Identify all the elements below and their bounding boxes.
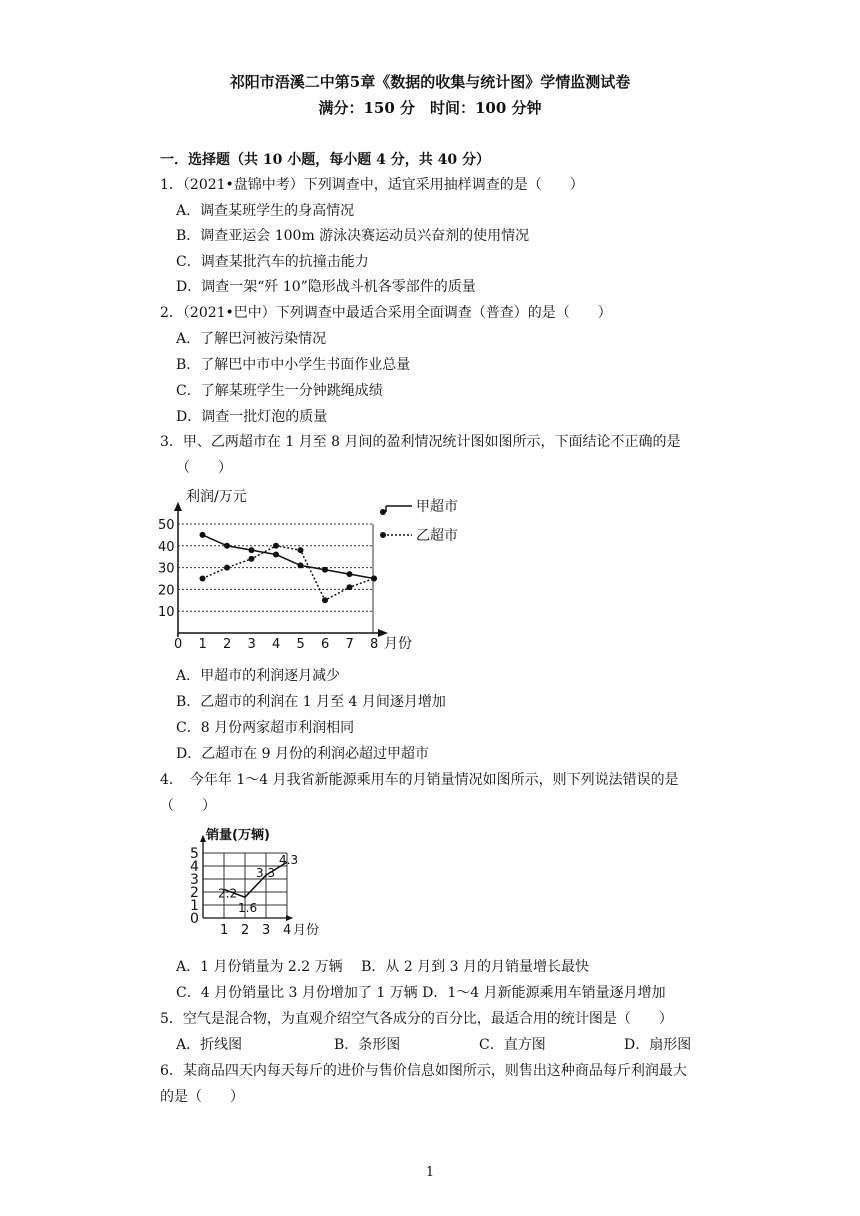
question-1-stem: 1．（2021•盘锦中考）下列调查中，适宜采用抽样调查的是（ ） xyxy=(160,177,584,193)
chart1-ylabel: 利润/万元 xyxy=(186,489,247,505)
chart1-y-tick-label: 40 xyxy=(158,539,175,555)
question-5-option-a: A．折线图 xyxy=(176,1037,243,1053)
question-5-stem: 5．空气是混合物，为直观介绍空气各成分的百分比，最适合用的统计图是（ ） xyxy=(160,1011,673,1027)
question-5-option-b: B．条形图 xyxy=(334,1037,401,1053)
page-subtitle: 满分：150 分 时间：100 分钟 xyxy=(318,99,542,117)
chart1-point-s2-m4 xyxy=(273,543,279,549)
section-heading: 一．选择题（共 10 小题，每小题 4 分，共 40 分） xyxy=(160,152,490,168)
question-2-stem: 2．（2021•巴中）下列调查中最适合采用全面调查（普查）的是（ ） xyxy=(160,305,612,321)
question-3-option-d: D．乙超市在 9 月份的利润必超过甲超市 xyxy=(176,746,430,762)
chart2-data-label: 2.2 xyxy=(218,886,238,901)
question-4-stem-cont: （ ） xyxy=(160,798,216,814)
chart1-y-tick-label: 50 xyxy=(158,518,175,533)
question-3-stem: 3．甲、乙两超市在 1 月至 8 月间的盈利情况统计图如图所示，下面结论不正确的是 xyxy=(160,434,681,450)
question-3-option-c: C．8 月份两家超市利润相同 xyxy=(176,720,355,736)
chart1-x-tick-label: 6 xyxy=(321,637,330,652)
profit-line-chart xyxy=(150,480,490,658)
chart1-x-tick-label: 8 xyxy=(370,637,379,652)
chart2-data-label: 4.3 xyxy=(279,853,299,868)
sales-line-chart xyxy=(182,822,342,942)
chart1-point-s1-m2 xyxy=(224,543,230,549)
chart1-y-tick-label: 20 xyxy=(158,583,175,599)
chart2-y-tick-label: 0 xyxy=(190,911,199,927)
chart2-x-arrow xyxy=(286,915,293,921)
question-2-option-b: B．了解巴中市中小学生书面作业总量 xyxy=(176,357,411,373)
question-3-option-a: A．甲超市的利润逐月减少 xyxy=(176,668,341,684)
chart1-y-arrow xyxy=(174,502,182,511)
question-5-option-d: D．扇形图 xyxy=(624,1037,692,1053)
question-2-option-a: A．了解巴河被污染情况 xyxy=(176,331,327,347)
question-2-option-c: C．了解某班学生一分钟跳绳成绩 xyxy=(176,383,383,399)
chart2-data-label: 3.3 xyxy=(256,866,276,881)
question-4-option-row-2: C．4 月份销量比 3 月份增加了 1 万辆 D．1～4 月新能源乘用车销量逐月增加 xyxy=(176,985,666,1001)
page-title: 祁阳市浯溪二中第5章《数据的收集与统计图》学情监测试卷 xyxy=(229,73,631,91)
chart1-point-s1-m5 xyxy=(298,562,304,568)
question-2-option-d: D．调查一批灯泡的质量 xyxy=(176,409,328,425)
chart1-point-s2-m5 xyxy=(298,547,304,553)
chart1-x-tick-label: 0 xyxy=(174,637,183,652)
chart2-x-tick-label: 4 xyxy=(283,923,292,938)
chart2-x-tick-label: 2 xyxy=(241,923,250,938)
chart1-x-tick-label: 7 xyxy=(345,637,354,652)
chart2-y-tick-label: 3 xyxy=(190,872,199,888)
chart2-xlabel: 月份 xyxy=(293,923,320,938)
page-number: 1 xyxy=(425,1165,435,1180)
chart1-point-s1-m7 xyxy=(347,571,353,577)
question-1-option-d: D．调查一架“歼 10”隐形战斗机各零部件的质量 xyxy=(176,279,476,295)
question-6-stem-cont: 的是（ ） xyxy=(160,1089,244,1105)
chart2-data-label: 1.6 xyxy=(238,901,258,916)
chart1-point-s1-m1 xyxy=(200,532,206,538)
chart1-x-tick-label: 1 xyxy=(198,637,207,652)
chart1-point-s1-m4 xyxy=(273,552,279,558)
chart1-x-tick-label: 2 xyxy=(223,637,232,652)
chart1-point-s2-m6 xyxy=(322,597,328,603)
question-1-option-b: B．调查亚运会 100m 游泳决赛运动员兴奋剂的使用情况 xyxy=(176,228,530,244)
question-3-option-b: B．乙超市的利润在 1 月至 4 月间逐月增加 xyxy=(176,694,446,710)
chart2-y-tick-label: 1 xyxy=(190,898,199,914)
chart2-y-tick-label: 2 xyxy=(190,885,199,901)
question-1-option-c: C．调查某批汽车的抗撞击能力 xyxy=(176,254,369,270)
chart2-y-tick-label: 5 xyxy=(190,846,199,862)
chart1-point-s2-m1 xyxy=(200,576,206,582)
legend-yi-marker xyxy=(380,532,386,538)
chart1-y-tick-label: 10 xyxy=(158,605,175,621)
chart2-x-tick-label: 3 xyxy=(262,923,271,938)
question-4-option-row-1: A．1 月份销量为 2.2 万辆 B．从 2 月到 3 月的月销量增长最快 xyxy=(176,959,589,975)
chart2-y-tick-label: 4 xyxy=(190,859,199,875)
question-4-stem: 4． 今年年 1～4 月我省新能源乘用车的月销量情况如图所示，则下列说法错误的是 xyxy=(160,772,679,788)
chart1-xlabel: 月份 xyxy=(384,636,412,652)
chart1-point-s2-m3 xyxy=(249,556,255,562)
chart1-y-tick-label: 30 xyxy=(158,561,175,577)
chart2-ylabel: 销量(万辆) xyxy=(206,828,270,843)
chart1-point-s2-m2 xyxy=(224,565,230,571)
chart1-point-s1-m6 xyxy=(322,567,328,573)
chart1-x-tick-label: 5 xyxy=(296,637,305,652)
chart2-x-tick-label: 1 xyxy=(220,923,229,938)
chart1-x-tick-label: 4 xyxy=(272,637,281,652)
chart1-point-s1-m3 xyxy=(249,547,255,553)
legend-jia-label: 甲超市 xyxy=(416,499,458,515)
question-5-option-c: C．直方图 xyxy=(479,1037,546,1053)
question-3-stem-cont: （ ） xyxy=(176,460,232,476)
chart1-point-s2-m8 xyxy=(371,576,377,582)
chart1-point-s2-m7 xyxy=(347,584,353,590)
question-1-option-a: A．调查某班学生的身高情况 xyxy=(176,203,355,219)
legend-yi-label: 乙超市 xyxy=(416,528,458,544)
question-6-stem: 6．某商品四天内每天每斤的进价与售价信息如图所示，则售出这种商品每斤利润最大 xyxy=(160,1063,687,1079)
chart1-x-tick-label: 3 xyxy=(247,637,256,652)
legend-jia-marker xyxy=(380,509,386,515)
